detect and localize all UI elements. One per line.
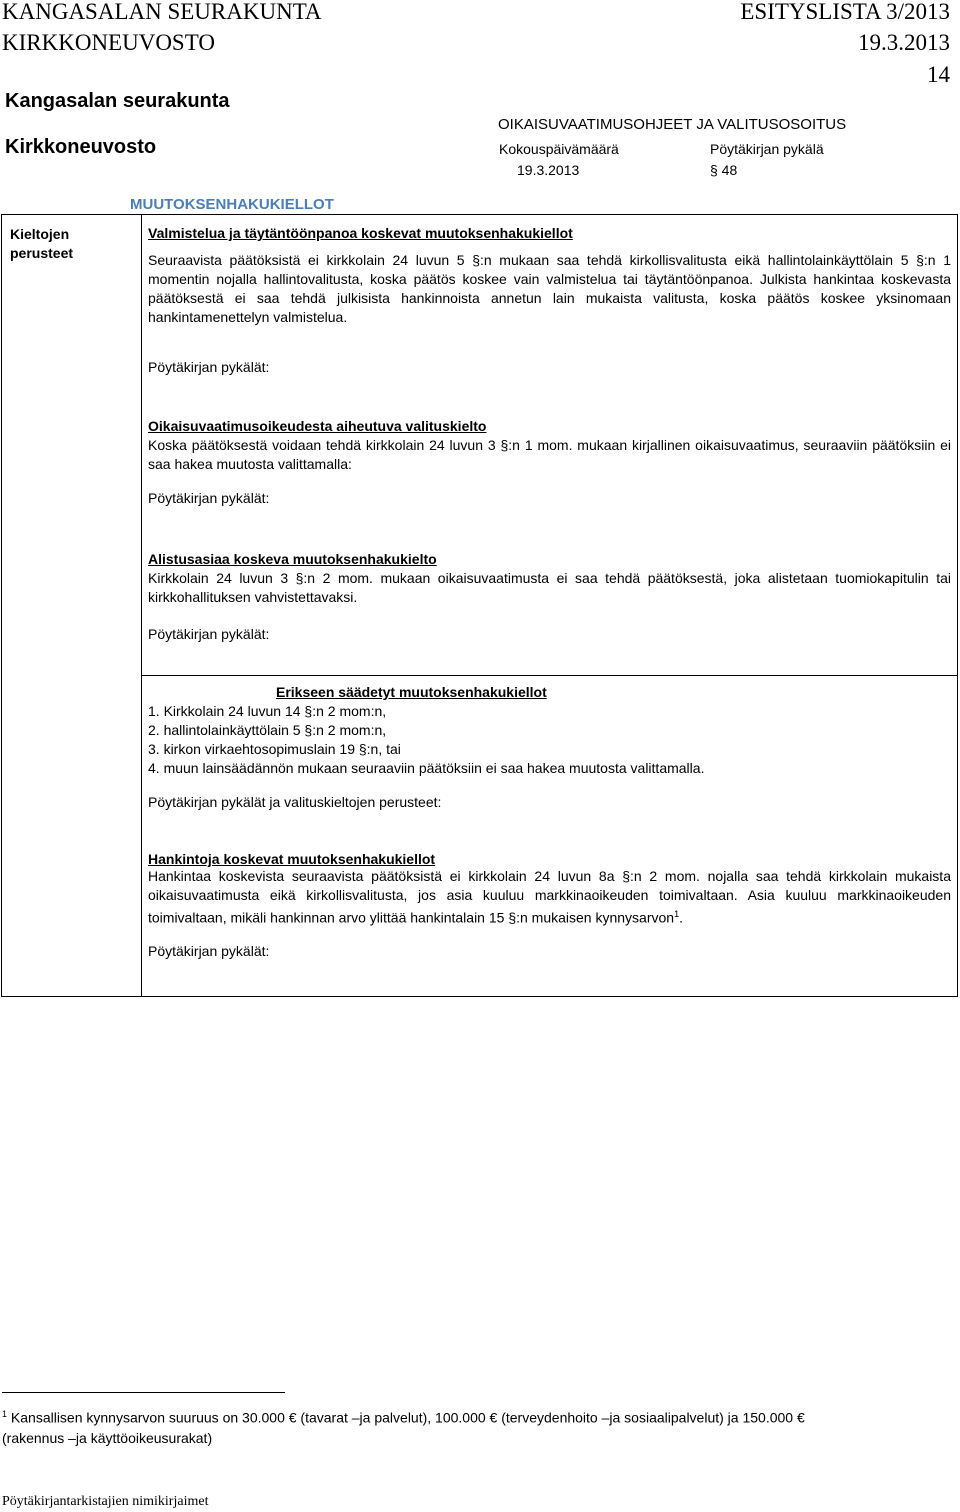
left-label-line-2: perusteet [10, 245, 74, 261]
footer-initials: Pöytäkirjantarkistajien nimikirjaimet [2, 1494, 209, 1509]
content-divider [141, 675, 958, 676]
footnote-ref: 1 [674, 909, 680, 919]
block4-heading: Erikseen säädetyt muutoksenhakukiellot [276, 684, 547, 700]
left-label-line-1: Kieltojen [10, 226, 70, 242]
date-top: 19.3.2013 [858, 30, 950, 55]
minutes-section-label: Pöytäkirjan pykälä [710, 141, 824, 157]
agenda-number: ESITYSLISTA 3/2013 [740, 0, 950, 24]
list-item: 1. Kirkkolain 24 luvun 14 §:n 2 mom:n, [148, 703, 387, 719]
footnote-separator [2, 1392, 285, 1393]
footnote-marker: 1 [2, 1409, 8, 1419]
list-item: 3. kirkon virkaehtosopimuslain 19 §:n, tai [148, 741, 401, 757]
left-label-cell [1, 214, 142, 997]
block1-heading: Valmistelua ja täytäntöönpanoa koskevat muutoksenhakukiellot [148, 225, 573, 241]
block4-ref: Pöytäkirjan pykälät ja valituskieltojen perusteet: [148, 794, 442, 810]
block3-ref: Pöytäkirjan pykälät: [148, 626, 270, 642]
list-item: 4. muun lainsäädännön mukaan seuraaviin päätöksiin ei saa hakea muutosta valittamalla. [148, 760, 705, 776]
block5-ref: Pöytäkirjan pykälät: [148, 943, 270, 959]
section-number: § 48 [710, 162, 738, 178]
parish-name: Kangasalan seurakunta [5, 90, 230, 112]
block5-text-wrap: Hankintaa koskevista seuraavista päätöksistä ei kirkkolain 24 luvun 8a §:n 2 mom. nojalla saa tehdä kirkkolain mukaista oikaisuvaatimusta eikä kirkollisvalitusta, jos asia kuuluu markkinaoikeuden toimivaltaan. Asia kuuluu markkinaoikeuden toimivaltaan, mikäli hankinnan arvo ylittää hankintalain 15 §:n mukaisen kynnysarvon$^1$. [148, 868, 951, 926]
parish-title-caps: KANGASALAN SEURAKUNTA [2, 0, 322, 24]
block5-heading: Hankintoja koskevat muutoksenhakukiellot [148, 851, 436, 867]
footnote-line-2: (rakennus –ja käyttöoikeusurakat) [2, 1429, 213, 1446]
block5-text: Hankintaa koskevista seuraavista päätöksistä ei kirkkolain 24 luvun 8a §:n 2 mom. nojalla saa tehdä kirkkolain mukaista oikaisuvaatimusta eikä kirkollisvalitusta, jos asia kuuluu markkinaoikeuden toimivaltaan. Asia kuuluu markkinaoikeuden toimivaltaan, mikäli hankinnan arvo ylittää hankintalain 15 §:n mukaisen kynnysarvon [148, 868, 951, 926]
block1-text: Seuraavista päätöksistä ei kirkkolain 24 luvun 5 §:n mukaan saa tehdä kirkollisvalitusta eikä hallintolainkäyttölain 5 §:n 1 momentin nojalla hallintovalitusta, koska päätös koskee vain valmistelua tai täytäntöönpanoa. Julkista hankintaa koskevasta päätöksestä ei saa tehdä julkisista hankinnoista annetun lain mukaista valitusta, koska päätös koskee yksinomaan hankintamenettelyn valmistelua. [148, 252, 951, 325]
footnote [2, 1404, 952, 1448]
block2-text: Koska päätöksestä voidaan tehdä kirkkolain 24 luvun 3 §:n 1 mom. mukaan kirjallinen oikaisuvaatimus, seuraaviin päätöksiin ei saa hakea muutosta valittamalla: [148, 437, 951, 472]
council-title-caps: KIRKKONEUVOSTO [2, 30, 215, 55]
meeting-date: 19.3.2013 [517, 162, 580, 178]
meeting-date-label: Kokouspäivämäärä [499, 141, 619, 157]
appeal-instructions-title: OIKAISUVAATIMUSOHJEET JA VALITUSOSOITUS [498, 116, 847, 133]
block2-heading: Oikaisuvaatimusoikeudesta aiheutuva valituskielto [148, 418, 487, 434]
block3-heading: Alistusasiaa koskeva muutoksenhakukielto [148, 551, 437, 567]
block3-text: Kirkkolain 24 luvun 3 §:n 2 mom. mukaan oikaisuvaatimusta ei saa tehdä päätöksestä, joka alistetaan tuomiokapitulin tai kirkkohallituksen vahvistettavaksi. [148, 570, 951, 605]
block1-ref: Pöytäkirjan pykälät: [148, 359, 270, 375]
block2-ref: Pöytäkirjan pykälät: [148, 490, 270, 506]
block4-list [148, 702, 704, 778]
section-title: MUUTOKSENHAKUKIELLOT [130, 196, 334, 213]
council-name: Kirkkoneuvosto [5, 136, 157, 158]
list-item: 2. hallintolainkäyttölain 5 §:n 2 mom:n, [148, 722, 387, 738]
footnote-line-1: Kansallisen kynnysarvon suuruus on 30.000 € (tavarat –ja palvelut), 100.000 € (terveydenhoito –ja sosiaalipalvelut) ja 150.000 € [10, 1409, 805, 1426]
page-number: 14 [927, 62, 950, 87]
